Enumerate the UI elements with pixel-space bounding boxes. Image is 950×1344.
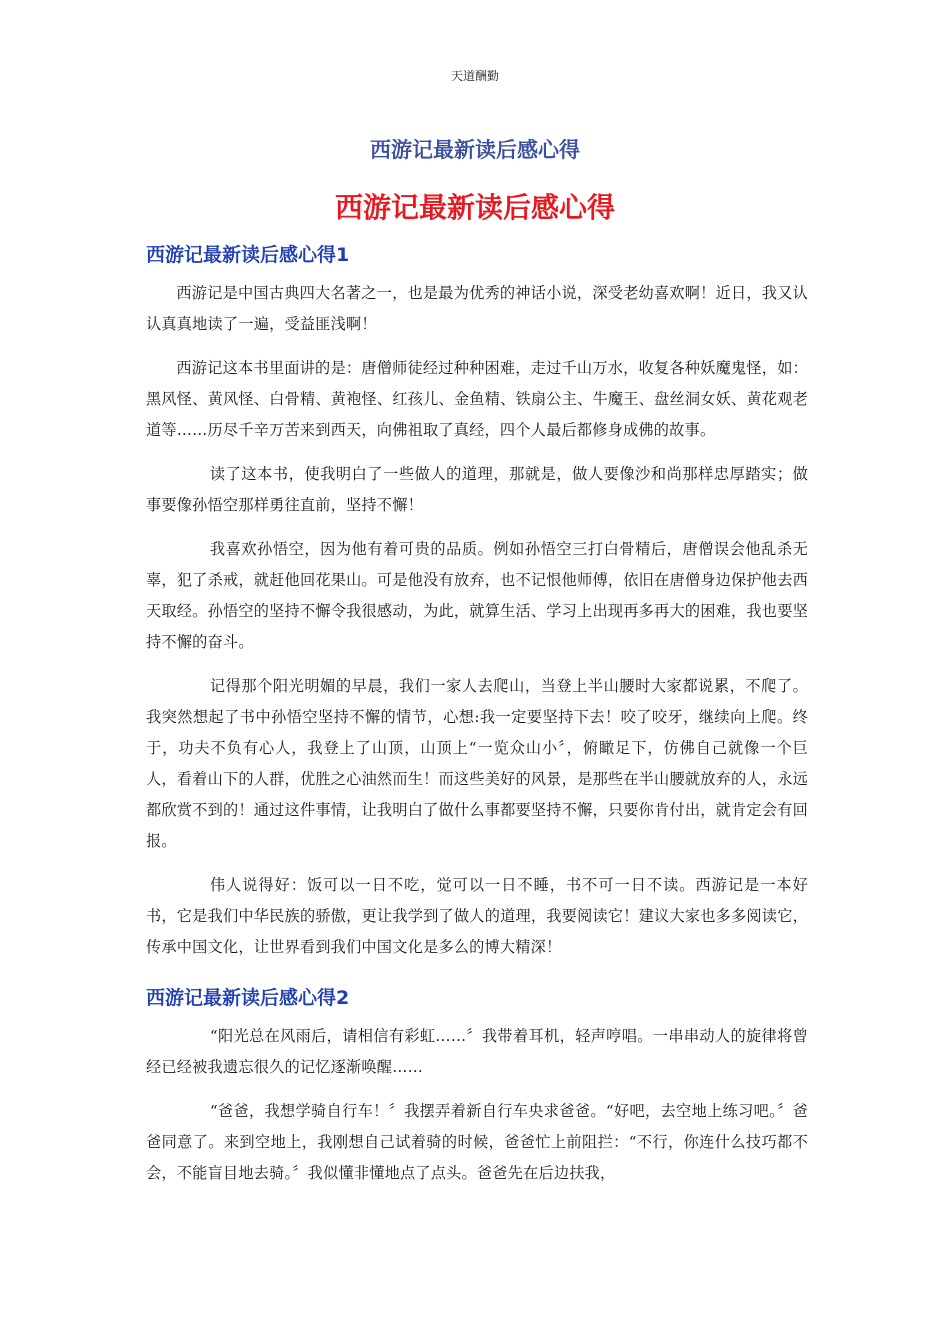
page-header: 天道酬勤 <box>450 69 499 83</box>
paragraph: 西游记这本书里面讲的是：唐僧师徒经过种种困难，走过千山万水，收复各种妖魔鬼怪，如：黑风怪、黄风怪、白骨精、黄袍怪、红孩儿、金鱼精、铁扇公主、牛魔王、盘丝洞女妖、黄花观老道等……历尽千辛万苦来到西天，向佛祖取了真经，四个人最后都修身成佛的故事。 <box>146 359 808 439</box>
section-1 <box>146 238 808 963</box>
paragraph: “阳光总在风雨后，请相信有彩虹……〞我带着耳机，轻声哼唱。一串串动人的旋律将曾经已经被我遗忘很久的记忆逐渐唤醒…… <box>146 1027 808 1076</box>
paragraph: 读了这本书，使我明白了一些做人的道理，那就是，做人要像沙和尚那样忠厚踏实；做事要像孙悟空那样勇往直前，坚持不懈！ <box>146 465 808 514</box>
paragraph: 记得那个阳光明媚的早晨，我们一家人去爬山，当登上半山腰时大家都说累，不爬了。我突然想起了书中孙悟空坚持不懈的情节，心想:我一定要坚持下去！咬了咬牙，继续向上爬。终于，功夫不负有心人，我登上了山顶，山顶上“一览众山小〞，俯瞰足下，仿佛自己就像一个巨人，看着山下的人群，优胜之心油然而生！而这些美好的风景，是那些在半山腰就放弃的人，永远都欣赏不到的！通过这件事情，让我明白了做什么事都要坚持不懈，只要你肯付出，就肯定会有回报。 <box>146 677 808 850</box>
section-2 <box>146 981 808 1189</box>
paragraph: 西游记是中国古典四大名著之一，也是最为优秀的神话小说，深受老幼喜欢啊！近日，我又认认真真地读了一遍，受益匪浅啊！ <box>146 284 808 333</box>
paragraph: 我喜欢孙悟空，因为他有着可贵的品质。例如孙悟空三打白骨精后，唐僧误会他乱杀无辜，犯了杀戒，就赶他回花果山。可是他没有放弃，也不记恨他师傅，依旧在唐僧身边保护他去西天取经。孙悟空的坚持不懈令我很感动，为此，就算生活、学习上出现再多再大的困难，我也要坚持不懈的奋斗。 <box>146 540 808 651</box>
paragraph: 伟人说得好：饭可以一日不吃，觉可以一日不睡，书不可一日不读。西游记是一本好书，它是我们中华民族的骄傲，更让我学到了做人的道理，我要阅读它！建议大家也多多阅读它，传承中国文化，让世界看到我们中国文化是多么的博大精深！ <box>146 876 808 956</box>
main-title: 西游记最新读后感心得 <box>334 191 615 224</box>
paragraph: “爸爸，我想学骑自行车！〞我摆弄着新自行车央求爸爸。“好吧，去空地上练习吧。〞爸爸同意了。来到空地上，我刚想自己试着骑的时候，爸爸忙上前阻拦：“不行，你连什么技巧都不会，不能盲目地去骑。〞我似懂非懂地点了点头。爸爸先在后边扶我， <box>146 1102 808 1182</box>
section-heading: 西游记最新读后感心得1 <box>146 244 350 266</box>
document-title: 西游记最新读后感心得 <box>370 138 580 162</box>
document-body <box>146 238 808 1202</box>
section-heading: 西游记最新读后感心得2 <box>146 987 350 1009</box>
